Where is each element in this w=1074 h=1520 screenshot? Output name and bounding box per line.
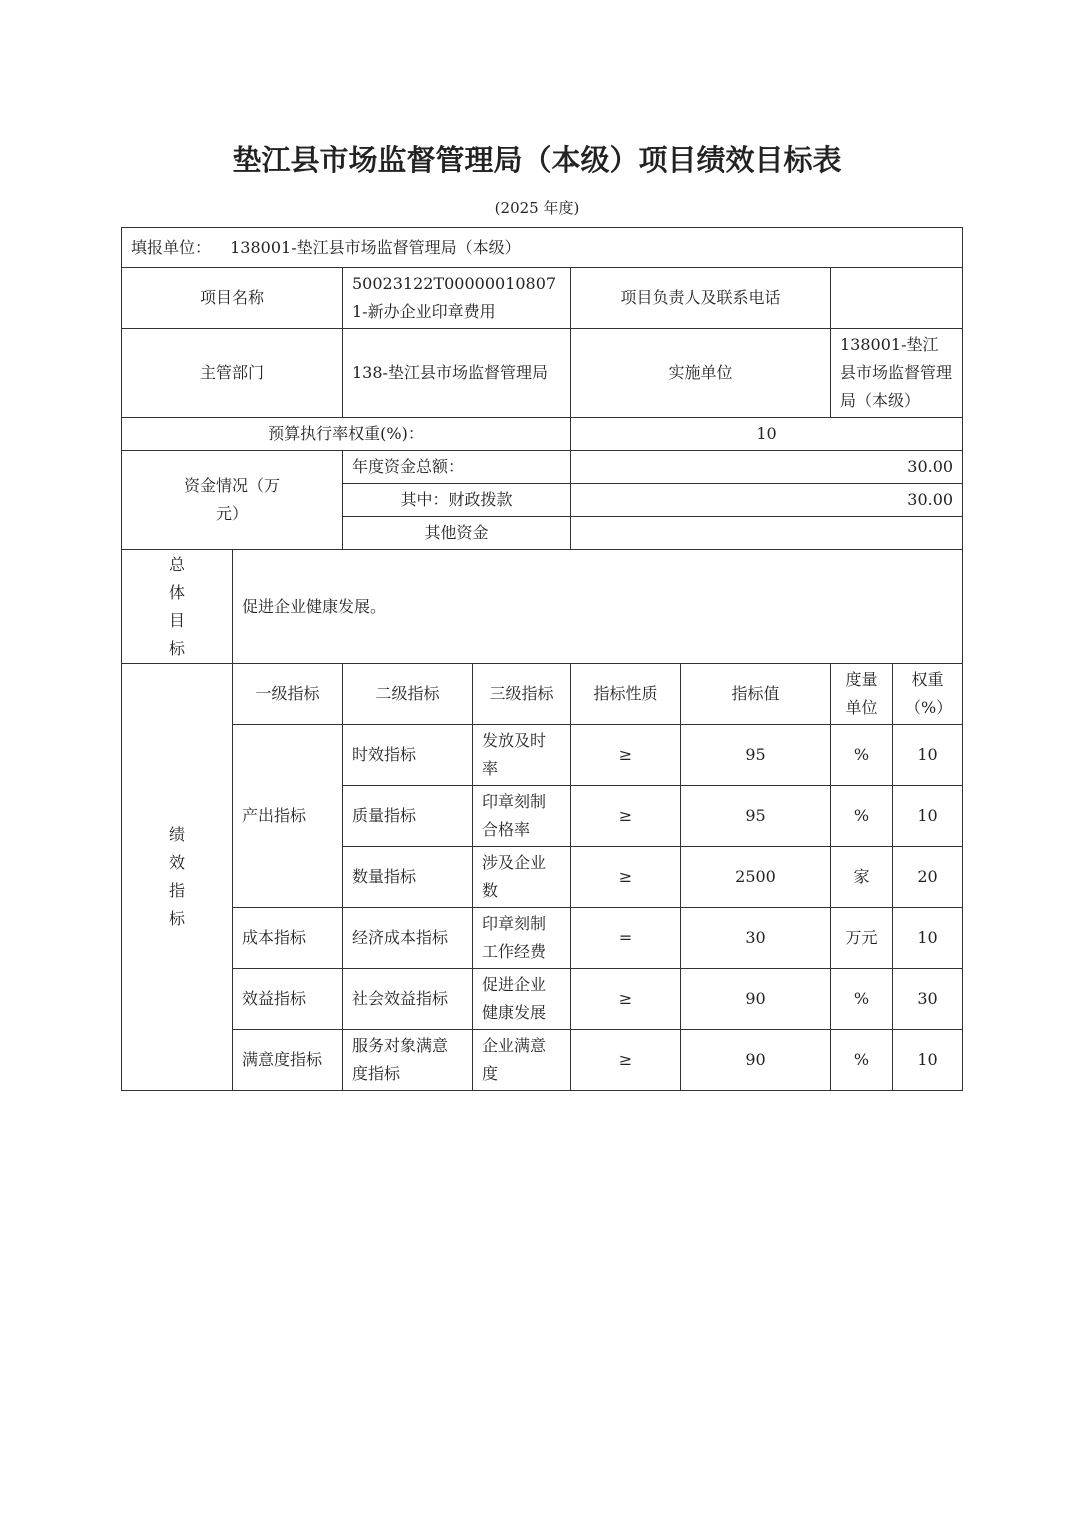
row-nature: ≥ bbox=[571, 969, 681, 1030]
row-level1: 成本指标 bbox=[233, 908, 343, 969]
dept-value: 138-垫江县市场监督管理局 bbox=[343, 329, 571, 418]
filler-label: 填报单位： bbox=[131, 237, 212, 257]
row-nature: ≥ bbox=[571, 1030, 681, 1091]
contact-label: 项目负责人及联系电话 bbox=[571, 268, 831, 329]
row-value: 90 bbox=[681, 969, 831, 1030]
table-row bbox=[122, 725, 963, 786]
row-value: 95 bbox=[681, 725, 831, 786]
budget-rate-row bbox=[122, 418, 963, 451]
row-level1: 产出指标 bbox=[233, 725, 343, 908]
row-unit: % bbox=[831, 969, 893, 1030]
row-unit: % bbox=[831, 786, 893, 847]
contact-value bbox=[831, 268, 963, 329]
funds-total-value: 30.00 bbox=[571, 451, 963, 484]
row-weight: 30 bbox=[893, 969, 963, 1030]
row-weight: 10 bbox=[893, 908, 963, 969]
table-row bbox=[122, 969, 963, 1030]
row-nature: ≥ bbox=[571, 847, 681, 908]
header-nature: 指标性质 bbox=[571, 664, 681, 725]
goal-row bbox=[122, 550, 963, 664]
filler-row bbox=[122, 228, 963, 268]
row-level3: 企业满意度 bbox=[473, 1030, 571, 1091]
dept-label: 主管部门 bbox=[122, 329, 343, 418]
funds-other-value bbox=[571, 517, 963, 550]
row-unit: 万元 bbox=[831, 908, 893, 969]
funds-label: 资金情况（万元） bbox=[122, 451, 343, 550]
row-level2: 质量指标 bbox=[343, 786, 473, 847]
project-name-row bbox=[122, 268, 963, 329]
row-level3: 发放及时率 bbox=[473, 725, 571, 786]
header-value: 指标值 bbox=[681, 664, 831, 725]
impl-label: 实施单位 bbox=[571, 329, 831, 418]
row-nature: ≥ bbox=[571, 786, 681, 847]
row-level1: 效益指标 bbox=[233, 969, 343, 1030]
row-weight: 10 bbox=[893, 786, 963, 847]
row-nature: = bbox=[571, 908, 681, 969]
page-title: 垫江县市场监督管理局（本级）项目绩效目标表 bbox=[232, 143, 842, 177]
indicators-label: 绩效指标 bbox=[122, 664, 233, 1091]
funds-total-label: 年度资金总额： bbox=[343, 451, 571, 484]
header-unit: 度量单位 bbox=[831, 664, 893, 725]
row-unit: % bbox=[831, 725, 893, 786]
impl-value: 138001-垫江县市场监督管理局（本级） bbox=[831, 329, 963, 418]
row-level3: 印章刻制合格率 bbox=[473, 786, 571, 847]
row-value: 30 bbox=[681, 908, 831, 969]
row-unit: % bbox=[831, 1030, 893, 1091]
funds-total-row bbox=[122, 451, 963, 484]
indicator-header-row bbox=[122, 664, 963, 725]
row-level3: 促进企业健康发展 bbox=[473, 969, 571, 1030]
row-level1: 满意度指标 bbox=[233, 1030, 343, 1091]
row-level3: 印章刻制工作经费 bbox=[473, 908, 571, 969]
row-weight: 10 bbox=[893, 725, 963, 786]
department-row bbox=[122, 329, 963, 418]
row-level2: 数量指标 bbox=[343, 847, 473, 908]
budget-rate-value: 10 bbox=[571, 418, 963, 451]
funds-other-label: 其他资金 bbox=[343, 517, 571, 550]
row-level2: 经济成本指标 bbox=[343, 908, 473, 969]
year-label: (2025 年度) bbox=[494, 199, 580, 217]
row-weight: 10 bbox=[893, 1030, 963, 1091]
table-row bbox=[122, 1030, 963, 1091]
row-level3: 涉及企业数 bbox=[473, 847, 571, 908]
header-level3: 三级指标 bbox=[473, 664, 571, 725]
project-name-value: 50023122T000000108071-新办企业印章费用 bbox=[343, 268, 571, 329]
row-unit: 家 bbox=[831, 847, 893, 908]
filler-cell bbox=[122, 228, 963, 268]
budget-rate-label: 预算执行率权重(%)： bbox=[122, 418, 571, 451]
project-name-label: 项目名称 bbox=[122, 268, 343, 329]
header-level2: 二级指标 bbox=[343, 664, 473, 725]
row-value: 90 bbox=[681, 1030, 831, 1091]
performance-target-table bbox=[121, 227, 963, 1091]
funds-fiscal-label: 其中：财政拨款 bbox=[343, 484, 571, 517]
header-level1: 一级指标 bbox=[233, 664, 343, 725]
row-level2: 服务对象满意度指标 bbox=[343, 1030, 473, 1091]
goal-label: 总体目标 bbox=[122, 550, 233, 664]
goal-value: 促进企业健康发展。 bbox=[233, 550, 963, 664]
row-nature: ≥ bbox=[571, 725, 681, 786]
row-level2: 时效指标 bbox=[343, 725, 473, 786]
row-weight: 20 bbox=[893, 847, 963, 908]
row-value: 2500 bbox=[681, 847, 831, 908]
table-row bbox=[122, 908, 963, 969]
row-level2: 社会效益指标 bbox=[343, 969, 473, 1030]
row-value: 95 bbox=[681, 786, 831, 847]
filler-value: 138001-垫江县市场监督管理局（本级） bbox=[230, 237, 521, 257]
funds-fiscal-value: 30.00 bbox=[571, 484, 963, 517]
header-weight: 权重（%） bbox=[893, 664, 963, 725]
